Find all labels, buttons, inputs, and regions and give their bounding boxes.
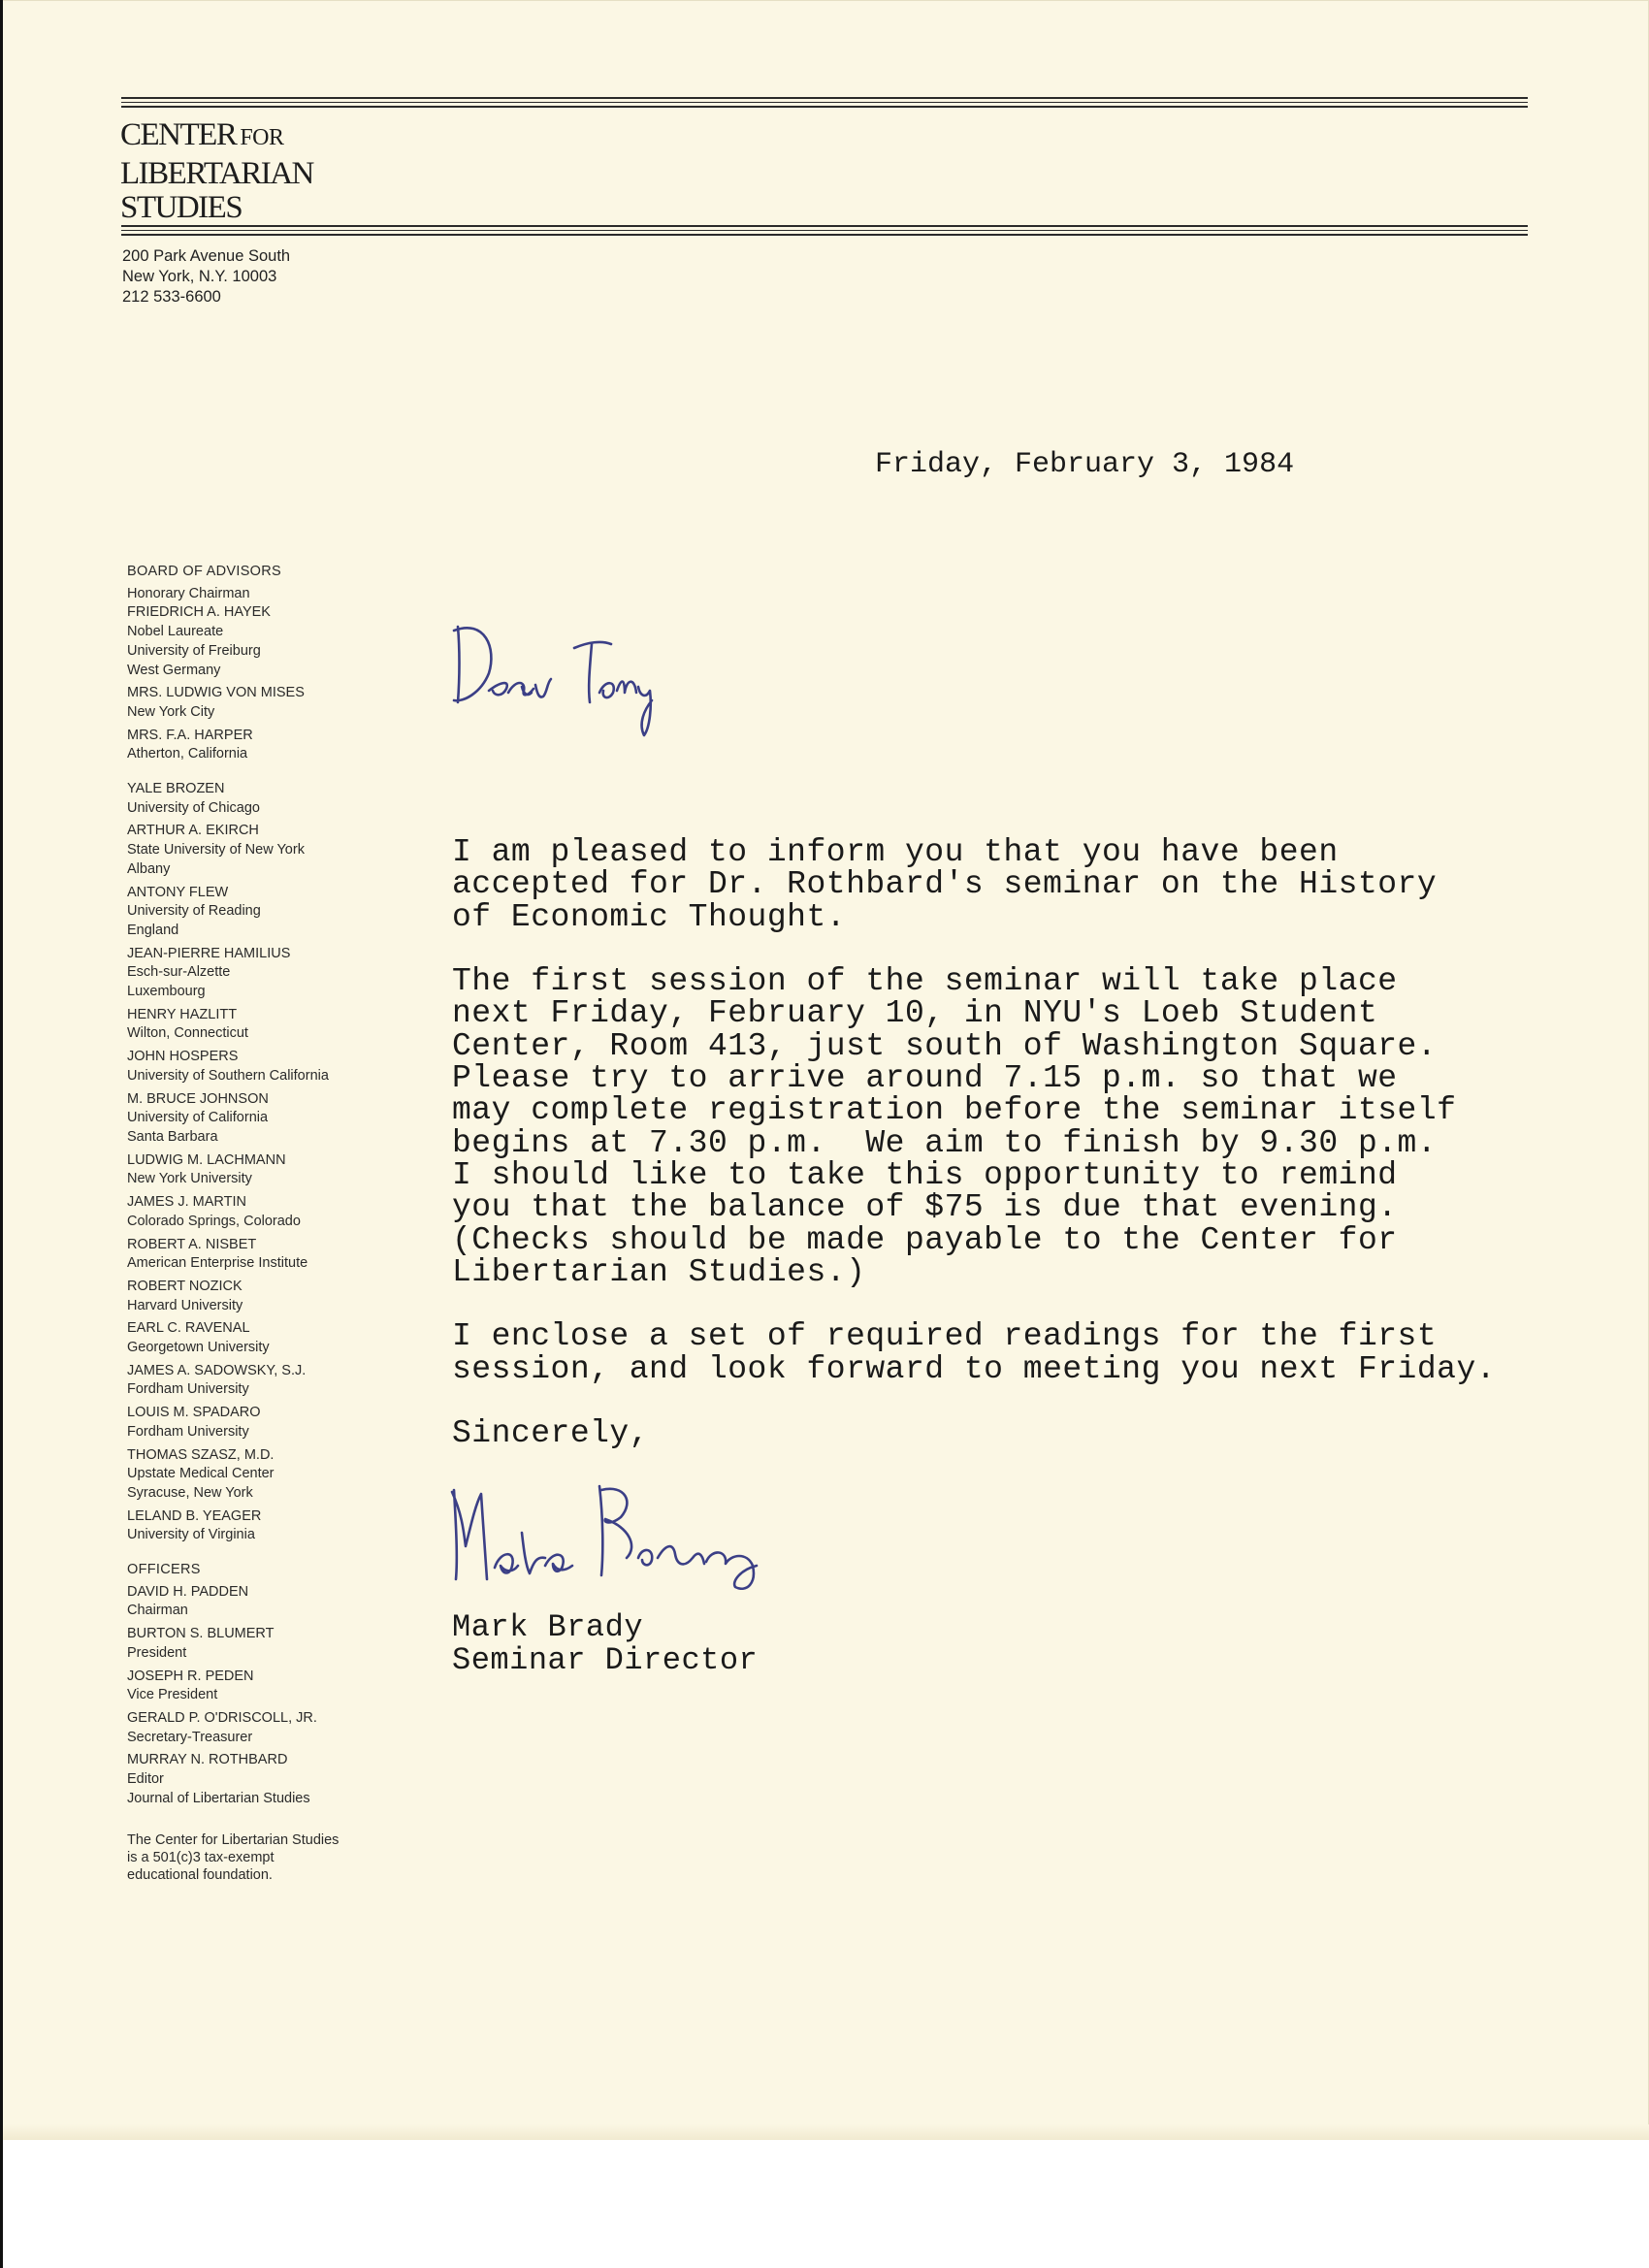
person-name: JEAN-PIERRE HAMILIUS	[127, 945, 291, 961]
sidebar-person	[127, 1090, 418, 1148]
sidebar-person	[127, 1151, 418, 1189]
person-name: HENRY HAZLITT	[127, 1006, 238, 1022]
body-line: Center, Room 413, just south of Washington Square.	[452, 1027, 1438, 1064]
person-detail: Wilton, Connecticut	[127, 1025, 248, 1042]
person-name: ROBERT A. NISBET	[127, 1236, 257, 1252]
body-line: I am pleased to inform you that you have been	[452, 834, 1339, 870]
sidebar-person	[127, 1668, 418, 1705]
person-detail: University of Southern California	[127, 1067, 329, 1084]
person-name: ANTONY FLEW	[127, 884, 229, 900]
sidebar-person	[127, 1278, 418, 1315]
body-line: Please try to arrive around 7.15 p.m. so that we	[452, 1060, 1398, 1097]
person-detail: West Germany	[127, 662, 221, 678]
officers-heading: OFFICERS	[127, 1562, 201, 1578]
person-detail: Syracuse, New York	[127, 1484, 253, 1501]
person-name: DAVID H. PADDEN	[127, 1583, 249, 1600]
body-line: accepted for Dr. Rothbard's seminar on the History	[452, 866, 1438, 903]
person-detail: Esch-sur-Alzette	[127, 964, 231, 981]
sidebar-person	[127, 945, 418, 1002]
body-line: (Checks should be made payable to the Center for	[452, 1221, 1398, 1258]
logo-line-1: CENTER	[120, 117, 237, 152]
sidebar-person	[127, 884, 418, 941]
footnote-line: The Center for Libertarian Studies	[127, 1832, 340, 1849]
signer-block	[452, 1611, 758, 1677]
sidebar-person	[127, 1507, 418, 1545]
person-detail: Upstate Medical Center	[127, 1466, 275, 1482]
sidebar-person	[127, 1446, 418, 1504]
person-detail: Luxembourg	[127, 984, 206, 1000]
logo-line-2: LIBERTARIAN	[120, 156, 313, 191]
organization-logo	[120, 118, 313, 225]
signer-name: Mark Brady	[452, 1609, 644, 1645]
advisors-list	[127, 780, 418, 1545]
person-detail: University of Chicago	[127, 799, 260, 816]
person-detail: Secretary-Treasurer	[127, 1729, 253, 1745]
honorary-list	[127, 585, 418, 764]
person-detail: American Enterprise Institute	[127, 1255, 308, 1272]
body-line: Libertarian Studies.)	[452, 1253, 866, 1290]
sidebar-person	[127, 822, 418, 879]
sidebar-person	[127, 1193, 418, 1231]
person-name: ROBERT NOZICK	[127, 1278, 242, 1294]
letterhead-top-rule	[121, 97, 1528, 111]
body-line: next Friday, February 10, in NYU's Loeb Student	[452, 995, 1378, 1032]
person-detail: Albany	[127, 860, 171, 877]
person-name: MURRAY N. ROTHBARD	[127, 1752, 288, 1768]
person-detail: University of Freiburg	[127, 642, 261, 659]
body-line: begins at 7.30 p.m. We aim to finish by 9.30 p.m.	[452, 1124, 1438, 1161]
sidebar-person	[127, 1319, 418, 1357]
body-paragraph	[452, 1320, 1597, 1385]
sidebar-person	[127, 1006, 418, 1044]
person-name: MRS. LUDWIG VON MISES	[127, 685, 305, 701]
handwritten-signature	[444, 1465, 852, 1610]
person-detail: University of Reading	[127, 903, 261, 920]
person-name: LELAND B. YEAGER	[127, 1507, 262, 1524]
person-detail: Fordham University	[127, 1381, 249, 1398]
sidebar-person	[127, 1583, 418, 1621]
address-line: 212 533-6600	[122, 288, 221, 306]
logo-line-3: STUDIES	[120, 190, 242, 225]
letterhead-bottom-rule	[121, 225, 1528, 239]
board-heading: BOARD OF ADVISORS	[127, 564, 281, 579]
handwritten-salutation	[446, 609, 737, 755]
person-detail: Atherton, California	[127, 746, 248, 762]
sidebar-person	[127, 1625, 418, 1663]
body-paragraph	[452, 965, 1597, 1288]
footnote-line: is a 501(c)3 tax-exempt	[127, 1850, 275, 1866]
body-paragraph	[452, 1415, 1597, 1452]
person-detail: Georgetown University	[127, 1340, 270, 1356]
body-line: I enclose a set of required readings for the first	[452, 1318, 1438, 1355]
person-detail: Chairman	[127, 1603, 188, 1619]
sidebar-person	[127, 727, 418, 764]
body-line: may complete registration before the seminar itself	[452, 1092, 1457, 1129]
sidebar-person	[127, 1404, 418, 1442]
sidebar-person	[127, 1362, 418, 1400]
paper-bottom-edge	[0, 2124, 1649, 2140]
person-detail: Harvard University	[127, 1297, 243, 1313]
footnote-line: educational foundation.	[127, 1867, 273, 1884]
sidebar-person	[127, 780, 418, 818]
sidebar-person	[127, 585, 418, 681]
sidebar-person	[127, 684, 418, 722]
person-detail: Colorado Springs, Colorado	[127, 1213, 301, 1229]
letter-body	[452, 836, 1597, 1482]
person-name: LUDWIG M. LACHMANN	[127, 1151, 286, 1168]
person-name: EARL C. RAVENAL	[127, 1320, 250, 1337]
sidebar-person	[127, 1236, 418, 1274]
body-paragraph	[452, 836, 1597, 933]
person-detail: Editor	[127, 1771, 164, 1788]
person-name: JOSEPH R. PEDEN	[127, 1668, 254, 1684]
board-of-advisors-sidebar	[127, 563, 418, 1884]
person-detail: Santa Barbara	[127, 1128, 218, 1145]
person-detail: Nobel Laureate	[127, 624, 224, 640]
person-name: GERALD P. O'DRISCOLL, JR.	[127, 1709, 317, 1726]
person-name: JAMES J. MARTIN	[127, 1194, 246, 1211]
person-name: FRIEDRICH A. HAYEK	[127, 604, 271, 621]
officers-list	[127, 1583, 418, 1809]
person-detail: New York University	[127, 1171, 252, 1187]
person-name: YALE BROZEN	[127, 781, 225, 797]
person-detail: Journal of Libertarian Studies	[127, 1790, 310, 1806]
person-name: JAMES A. SADOWSKY, S.J.	[127, 1362, 307, 1378]
tax-exempt-note	[127, 1831, 418, 1884]
sidebar-person	[127, 1048, 418, 1085]
address-line: New York, N.Y. 10003	[122, 268, 277, 285]
logo-line-1-small: FOR	[240, 125, 284, 150]
sidebar-person	[127, 1751, 418, 1808]
person-name: LOUIS M. SPADARO	[127, 1405, 261, 1421]
person-detail: University of California	[127, 1110, 269, 1126]
person-name: Honorary Chairman	[127, 585, 250, 601]
body-line: I should like to take this opportunity to remind	[452, 1156, 1398, 1193]
person-name: M. BRUCE JOHNSON	[127, 1090, 269, 1107]
letterhead-address	[122, 246, 290, 308]
signer-title: Seminar Director	[452, 1642, 759, 1678]
person-detail: President	[127, 1644, 187, 1661]
body-line: session, and look forward to meeting you next Friday.	[452, 1350, 1497, 1387]
person-detail: Vice President	[127, 1687, 218, 1703]
person-detail: New York City	[127, 703, 215, 720]
letter-date: Friday, February 3, 1984	[875, 448, 1295, 481]
scan-edge	[0, 0, 3, 2268]
person-name: BURTON S. BLUMERT	[127, 1626, 275, 1642]
body-line: of Economic Thought.	[452, 898, 847, 935]
person-name: THOMAS SZASZ, M.D.	[127, 1446, 275, 1463]
person-detail: University of Virginia	[127, 1527, 255, 1543]
body-line: you that the balance of $75 is due that evening.	[452, 1189, 1398, 1226]
person-detail: Fordham University	[127, 1423, 249, 1440]
address-line: 200 Park Avenue South	[122, 247, 291, 265]
person-name: JOHN HOSPERS	[127, 1049, 239, 1065]
person-name: ARTHUR A. EKIRCH	[127, 823, 259, 839]
person-name: MRS. F.A. HARPER	[127, 727, 253, 743]
body-line: The first session of the seminar will take place	[452, 963, 1398, 1000]
body-line: Sincerely,	[452, 1415, 650, 1452]
sidebar-person	[127, 1709, 418, 1747]
person-detail: England	[127, 922, 179, 938]
person-detail: State University of New York	[127, 842, 305, 859]
